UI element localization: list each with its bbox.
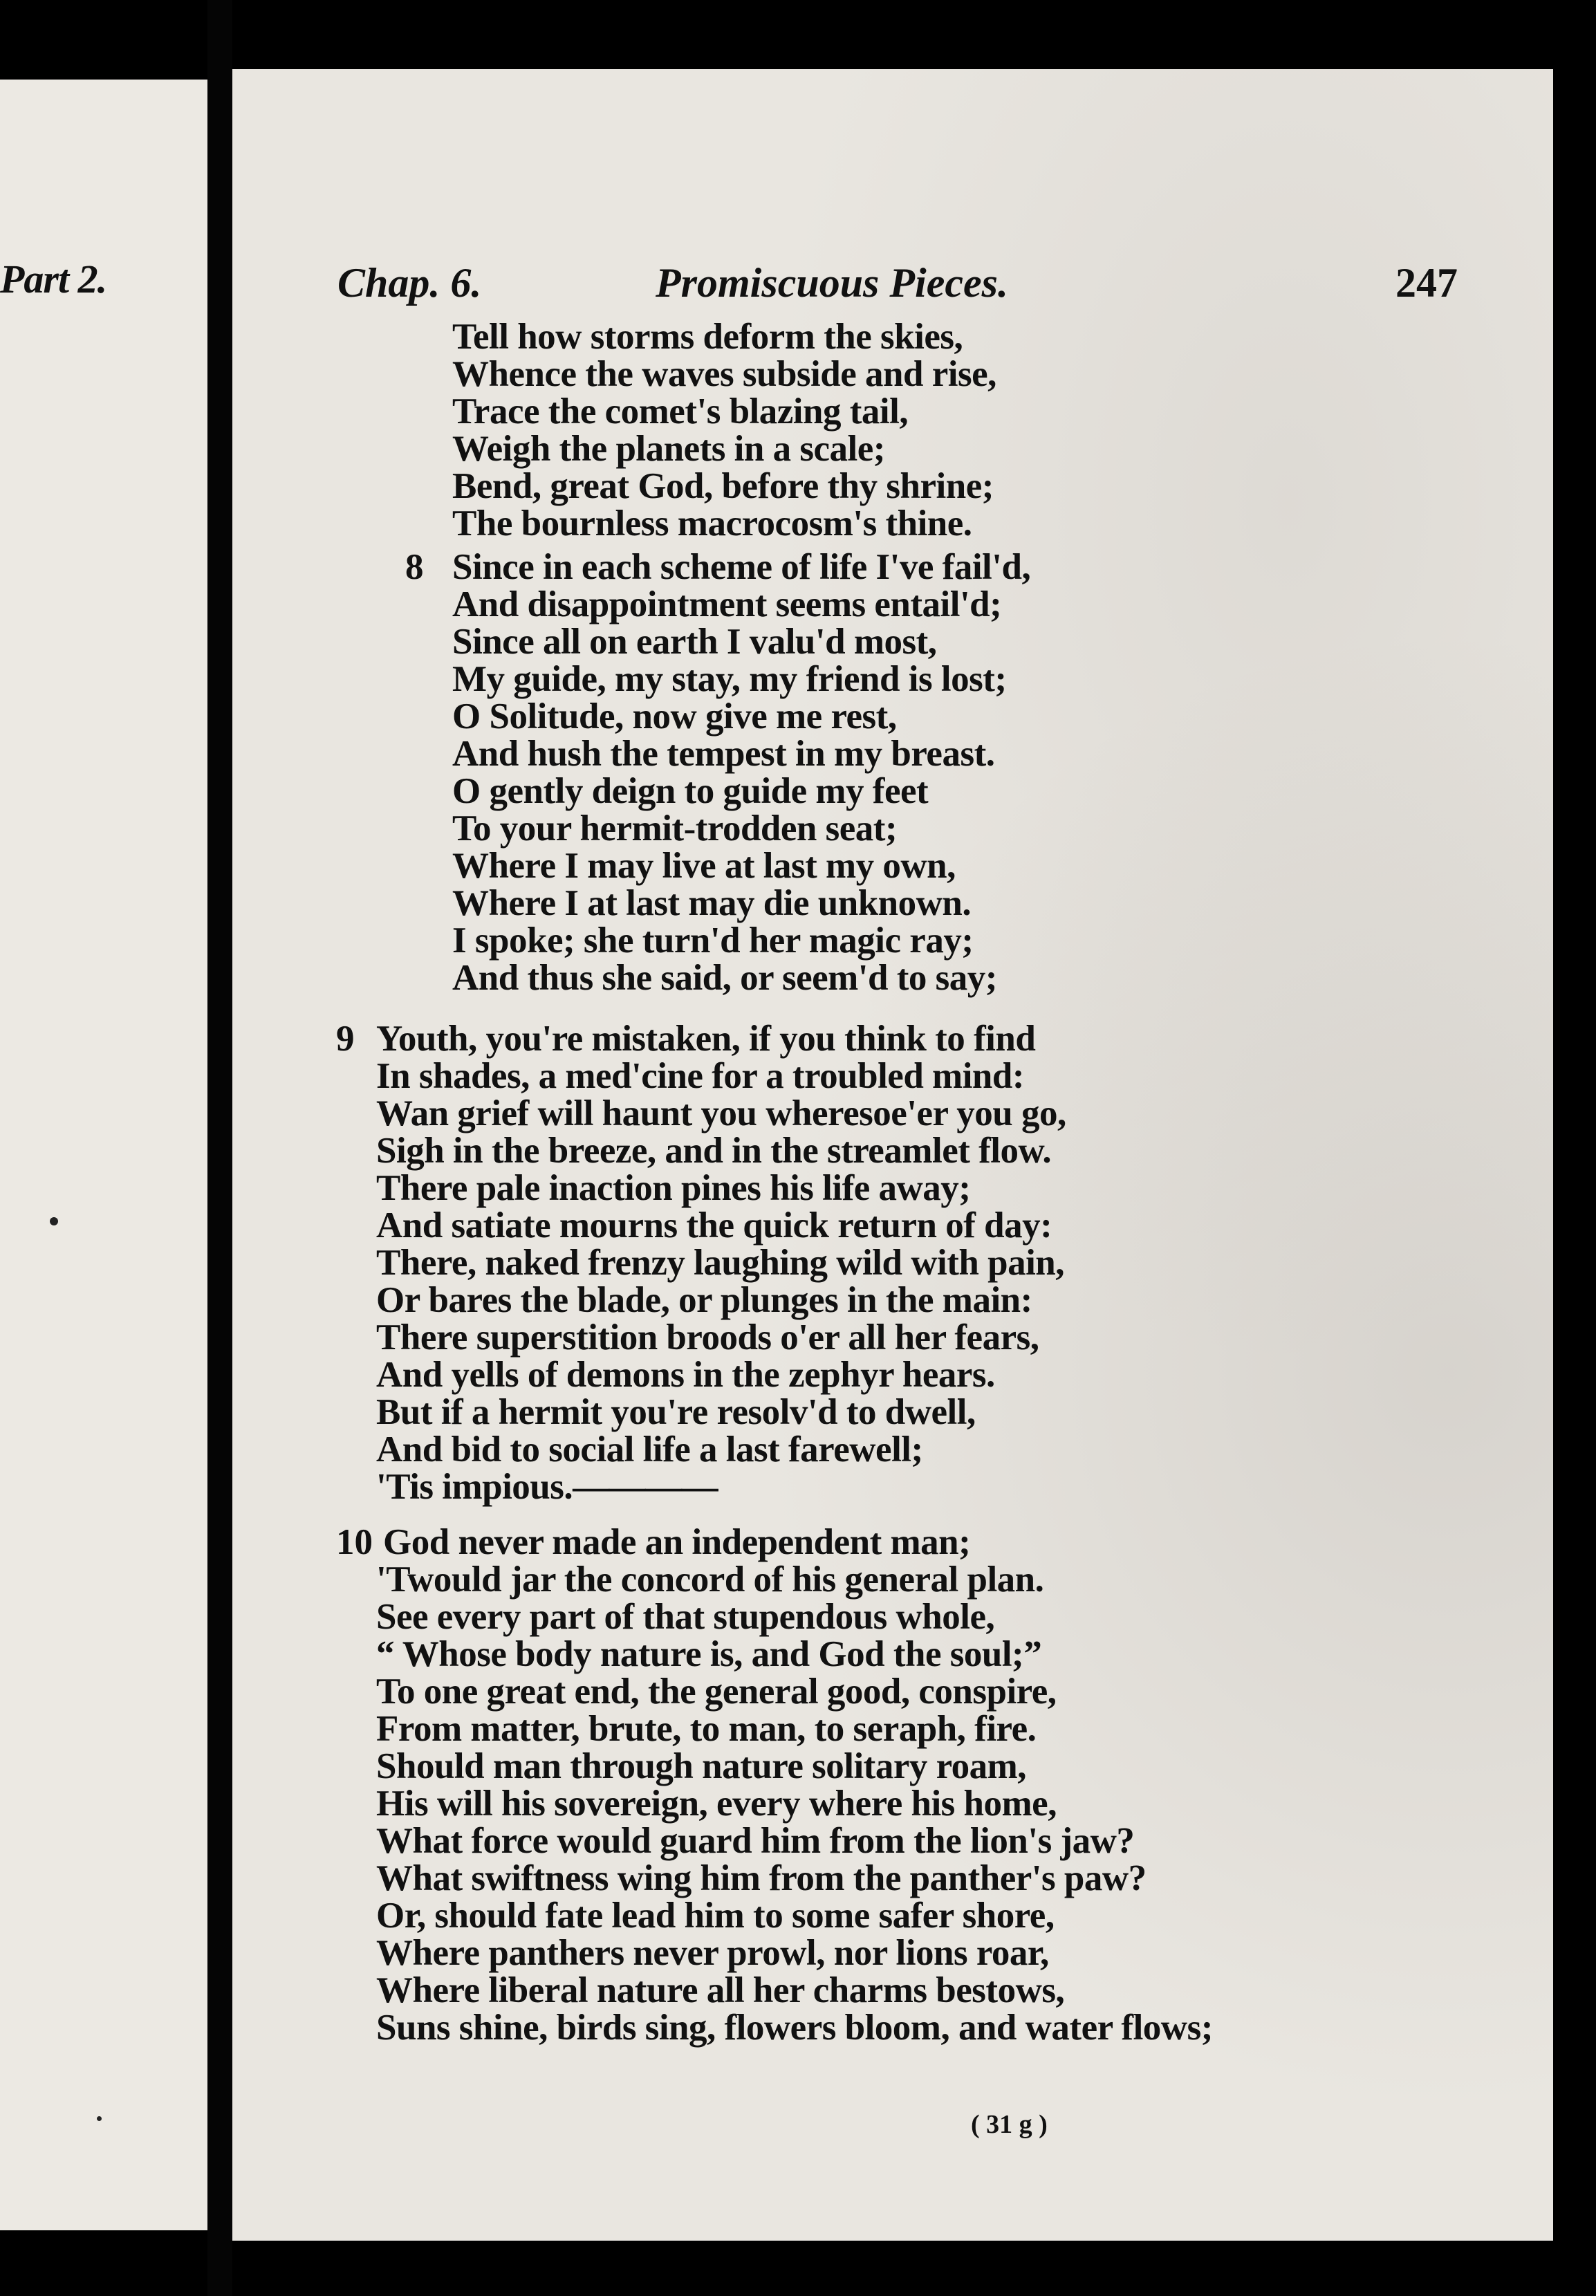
book-gutter [207,0,232,2296]
verse-line: Where liberal nature all her charms bestows, [376,1970,1065,2010]
verse-line: “ Whose body nature is, and God the soul;” [376,1634,1042,1674]
verse-line: Wan grief will haunt you wheresoe'er you go, [376,1093,1066,1133]
verse-line: There, naked frenzy laughing wild with pain, [376,1243,1065,1283]
verse-line: God never made an independent man; [383,1522,971,1562]
verse-line: O gently deign to guide my feet [452,771,929,811]
verse-line: 'Twould jar the concord of his general plan. [376,1559,1044,1600]
right-page [232,69,1553,2241]
stanza-number: 10 [336,1522,373,1562]
verse-line: Sigh in the breeze, and in the streamlet flow. [376,1131,1052,1171]
verse-line: See every part of that stupendous whole, [376,1597,995,1637]
verse-line: Since all on earth I valu'd most, [452,622,937,662]
chapter-label: Chap. 6. [337,260,482,306]
verse-line: Since in each scheme of life I've fail'd, [452,547,1031,587]
verse-line: To one great end, the general good, conspire, [376,1672,1057,1712]
verse-line: From matter, brute, to man, to seraph, fire. [376,1709,1037,1749]
verse-line: Suns shine, birds sing, flowers bloom, and water flows; [376,2008,1213,2048]
verse-line: Bend, great God, before thy shrine; [452,466,994,506]
verse-line: To your hermit-trodden seat; [452,808,898,849]
verse-line: His will his sovereign, every where his home, [376,1784,1057,1824]
verse-line: Tell how storms deform the skies, [452,317,963,357]
verse-line: And thus she said, or seem'd to say; [452,958,997,998]
verse-line: Or bares the blade, or plunges in the main: [376,1280,1032,1320]
running-header [337,259,1458,315]
verse-line: Where panthers never prowl, nor lions roar, [376,1933,1049,1973]
left-page-header: Part 2. [0,257,107,302]
verse-line: But if a hermit you're resolv'd to dwell, [376,1392,976,1432]
verse-line: And satiate mourns the quick return of day: [376,1205,1052,1246]
printer-signature: ( 31 g ) [971,2110,1048,2139]
verse-line: Weigh the planets in a scale; [452,429,885,469]
verse-line: And bid to social life a last farewell; [376,1429,923,1470]
verse-line: Should man through nature solitary roam, [376,1746,1027,1786]
verse-line: Where I at last may die unknown. [452,883,972,923]
verse-line: There superstition broods o'er all her fears, [376,1317,1039,1358]
verse-line: Trace the comet's blazing tail, [452,391,909,432]
left-page [0,80,207,2230]
verse-line: And disappointment seems entail'd; [452,584,1002,624]
section-title: Promiscuous Pieces. [656,260,1008,306]
stanza-number: 8 [405,547,424,587]
verse-line: And hush the tempest in my breast. [452,734,995,774]
ink-speck [97,2116,102,2121]
verse-line: And yells of demons in the zephyr hears. [376,1355,995,1395]
verse-line: Whence the waves subside and rise, [452,354,996,394]
verse-line: 'Tis impious.———— [376,1467,718,1507]
stanza-number: 9 [336,1019,355,1059]
verse-line: My guide, my stay, my friend is lost; [452,659,1007,699]
verse-line: Youth, you're mistaken, if you think to find [376,1019,1036,1059]
verse-line: I spoke; she turn'd her magic ray; [452,920,974,961]
verse-line: The bournless macrocosm's thine. [452,503,972,544]
ink-speck [50,1217,58,1225]
verse-line: O Solitude, now give me rest, [452,696,897,737]
verse-line: Or, should fate lead him to some safer shore, [376,1896,1055,1936]
verse-line: Where I may live at last my own, [452,846,956,886]
page-number: 247 [1395,260,1458,306]
verse-line: In shades, a med'cine for a troubled mind: [376,1056,1025,1096]
verse-line: What force would guard him from the lion's jaw? [376,1821,1135,1861]
verse-line: What swiftness wing him from the panther's paw? [376,1858,1147,1898]
verse-line: There pale inaction pines his life away; [376,1168,971,1208]
